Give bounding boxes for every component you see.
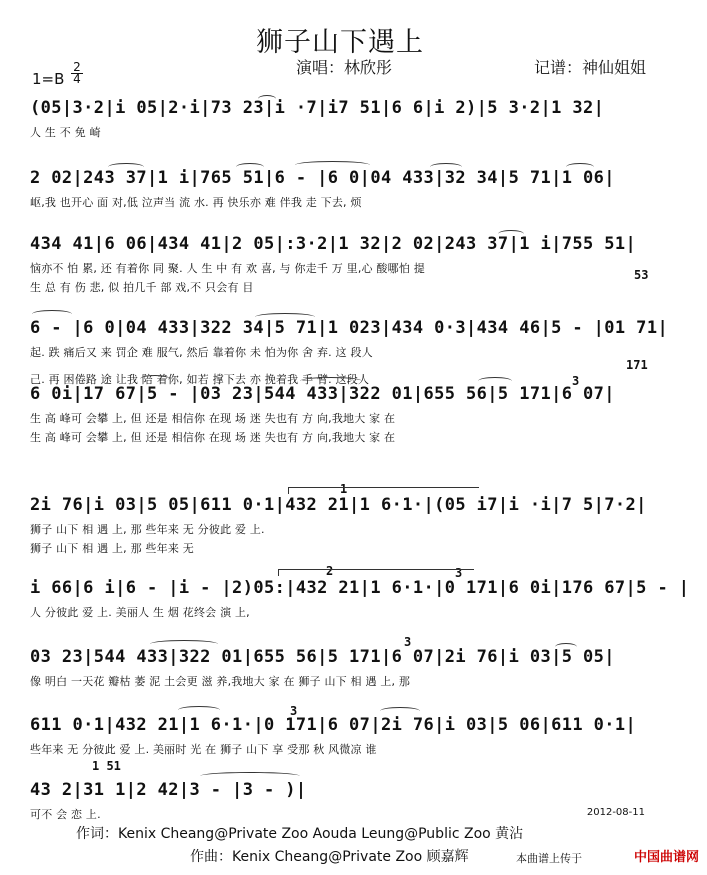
slur-mark bbox=[236, 163, 264, 171]
score-system-9 bbox=[30, 715, 680, 757]
volta-bracket-2 bbox=[278, 569, 474, 576]
time-signature-top: 2 bbox=[71, 62, 83, 74]
lyrics-verse-1: 岖,我 也开心 面 对,低 泣声当 流 水. 再 快乐亦 难 伴我 走 下去, 烦 bbox=[30, 196, 362, 209]
slur-mark bbox=[300, 377, 362, 385]
notation-line: 6 0i|17 67|5 - |03 23|544 433|322 01|655 56|5 171|6 07| bbox=[30, 384, 615, 404]
notation-line: 611 0·1|432 21|1 6·1·|0 171|6 07|2i 76|i 03|5 06|611 0·1| bbox=[30, 715, 637, 735]
slur-mark bbox=[498, 230, 524, 238]
notation-line: 43 2|31 1|2 42|3 - |3 - )| bbox=[30, 780, 307, 800]
time-signature bbox=[71, 62, 83, 85]
score-system-8 bbox=[30, 647, 680, 689]
annotation-mark: 3 bbox=[455, 566, 463, 580]
notation-line: i 66|6 i|6 - |i - |2)05:|432 21|1 6·1·|0 171|6 0i|176 67|5 - | bbox=[30, 578, 690, 598]
score-system-2 bbox=[30, 168, 680, 210]
annotation-mark: 1 51 bbox=[92, 759, 121, 773]
singer-credit: 演唱：林欣彤 bbox=[296, 58, 393, 77]
score-system-10 bbox=[30, 780, 680, 822]
notation-line: 2i 76|i 03|5 05|611 0·1|432 21|1 6·1·|(05 i7|i ·i|7 5|7·2| bbox=[30, 495, 647, 515]
slur-mark bbox=[258, 95, 276, 103]
notation-line: 2 02|243 37|1 i|765 51|6 - |6 0|04 433|32 34|5 71|1 06| bbox=[30, 168, 615, 188]
publish-date: 2012-08-11 bbox=[586, 807, 645, 818]
lyrics-verse-1: 像 明白 一天花 瓣枯 萎 泥 土会更 滋 养,我地大 家 在 狮子 山下 相 遇 上, 那 bbox=[30, 675, 411, 688]
song-title: 狮子山下遇上 bbox=[256, 27, 424, 58]
lyrics-verse-1: 人 生 不 免 崎 bbox=[30, 126, 101, 139]
slur-mark bbox=[140, 375, 170, 383]
slur-mark bbox=[430, 163, 462, 171]
lyrics-verse-1: 恼亦不 怕 累, 还 有着你 同 聚. 人 生 中 有 欢 喜, 与 你走千 万 里,心 酸哪怕 提 bbox=[30, 262, 425, 275]
slur-mark bbox=[555, 643, 577, 651]
slur-mark bbox=[295, 161, 370, 169]
key-signature: 1=B bbox=[32, 70, 65, 88]
slur-mark bbox=[380, 707, 420, 715]
volta-bracket-1 bbox=[288, 487, 479, 494]
annotation-mark: 171 bbox=[626, 358, 648, 372]
lyrics-verse-2: 生 总 有 伤 悲, 似 拍几千 部 戏,不 只会有 目 bbox=[30, 281, 254, 294]
score-system-7 bbox=[30, 578, 690, 620]
notation-line: 6 - |6 0|04 433|322 34|5 71|1 023|434 0·3|434 46|5 - |01 71| bbox=[30, 318, 669, 338]
notation-line: 03 23|544 433|322 01|655 56|5 171|6 07|2i 76|i 03|5 05| bbox=[30, 647, 615, 667]
upload-note: 本曲谱上传于 bbox=[516, 852, 582, 865]
lyrics-verse-2: 狮子 山下 相 遇 上, 那 些年来 无 bbox=[30, 542, 194, 555]
lyrics-verse-1: 起. 跌 痛后又 来 罚企 难 服气, 然后 靠着你 未 怕为你 舍 弃. 这 段人 bbox=[30, 346, 373, 359]
score-system-3 bbox=[30, 234, 680, 295]
annotation-mark: 1 bbox=[340, 482, 348, 496]
composer-credit: 作曲：Kenix Cheang@Private Zoo 顾嘉辉 bbox=[190, 849, 469, 865]
lyrics-verse-1: 些年来 无 分彼此 爱 上. 美丽时 光 在 狮子 山下 享 受那 秋 风微凉 谁 bbox=[30, 743, 377, 756]
lyrics-verse-2: 生 高 峰可 会攀 上, 但 还是 相信你 在现 场 迷 失也有 方 向,我地大 家 在 bbox=[30, 431, 396, 444]
lyrics-verse-1: 狮子 山下 相 遇 上, 那 些年来 无 分彼此 爱 上. bbox=[30, 523, 265, 536]
lyrics-verse-2: 己. 再 困倦路 途 让我 陪 着你, 如若 撑下去 亦 挽着我 手 臂. 这段人 bbox=[30, 373, 370, 386]
slur-mark bbox=[566, 163, 594, 171]
lyrics-verse-1: 生 高 峰可 会攀 上, 但 还是 相信你 在现 场 迷 失也有 方 向,我地大 家 在 bbox=[30, 412, 396, 425]
slur-mark bbox=[200, 772, 300, 780]
lyricist-credit: 作词：Kenix Cheang@Private Zoo Aouda Leung@Public Zoo 黄沾 bbox=[76, 826, 524, 842]
slur-mark bbox=[108, 163, 144, 171]
transcriber-credit: 记谱：神仙姐姐 bbox=[534, 58, 647, 77]
notation-line: 434 41|6 06|434 41|2 05|:3·2|1 32|2 02|243 37|1 i|755 51| bbox=[30, 234, 637, 254]
score-system-5 bbox=[30, 384, 680, 445]
score-system-4 bbox=[30, 318, 680, 387]
score-system-1 bbox=[30, 98, 680, 140]
annotation-mark: 53 bbox=[634, 268, 649, 282]
notation-line: (05|3·2|i 05|2·i|73 23|i ·7|i7 51|6 6|i 2)|5 3·2|1 32| bbox=[30, 98, 605, 118]
site-logo[interactable] bbox=[634, 846, 699, 865]
lyrics-verse-1: 可不 会 恋 上. bbox=[30, 808, 101, 821]
slur-mark bbox=[32, 310, 72, 318]
slur-mark bbox=[150, 640, 218, 648]
slur-mark bbox=[255, 313, 315, 321]
annotation-mark: 3 bbox=[572, 374, 580, 388]
annotation-mark: 3 bbox=[290, 704, 298, 718]
annotation-mark: 3 bbox=[404, 635, 412, 649]
site-name: 中国曲谱网 bbox=[633, 850, 699, 865]
slur-mark bbox=[478, 377, 512, 385]
annotation-mark: 2 bbox=[326, 564, 334, 578]
score-system-6 bbox=[30, 495, 680, 556]
lyrics-verse-1: 人 分彼此 爱 上. 美丽人 生 烟 花终会 演 上, bbox=[30, 606, 250, 619]
time-signature-bottom: 4 bbox=[73, 72, 81, 86]
slur-mark bbox=[178, 706, 220, 714]
